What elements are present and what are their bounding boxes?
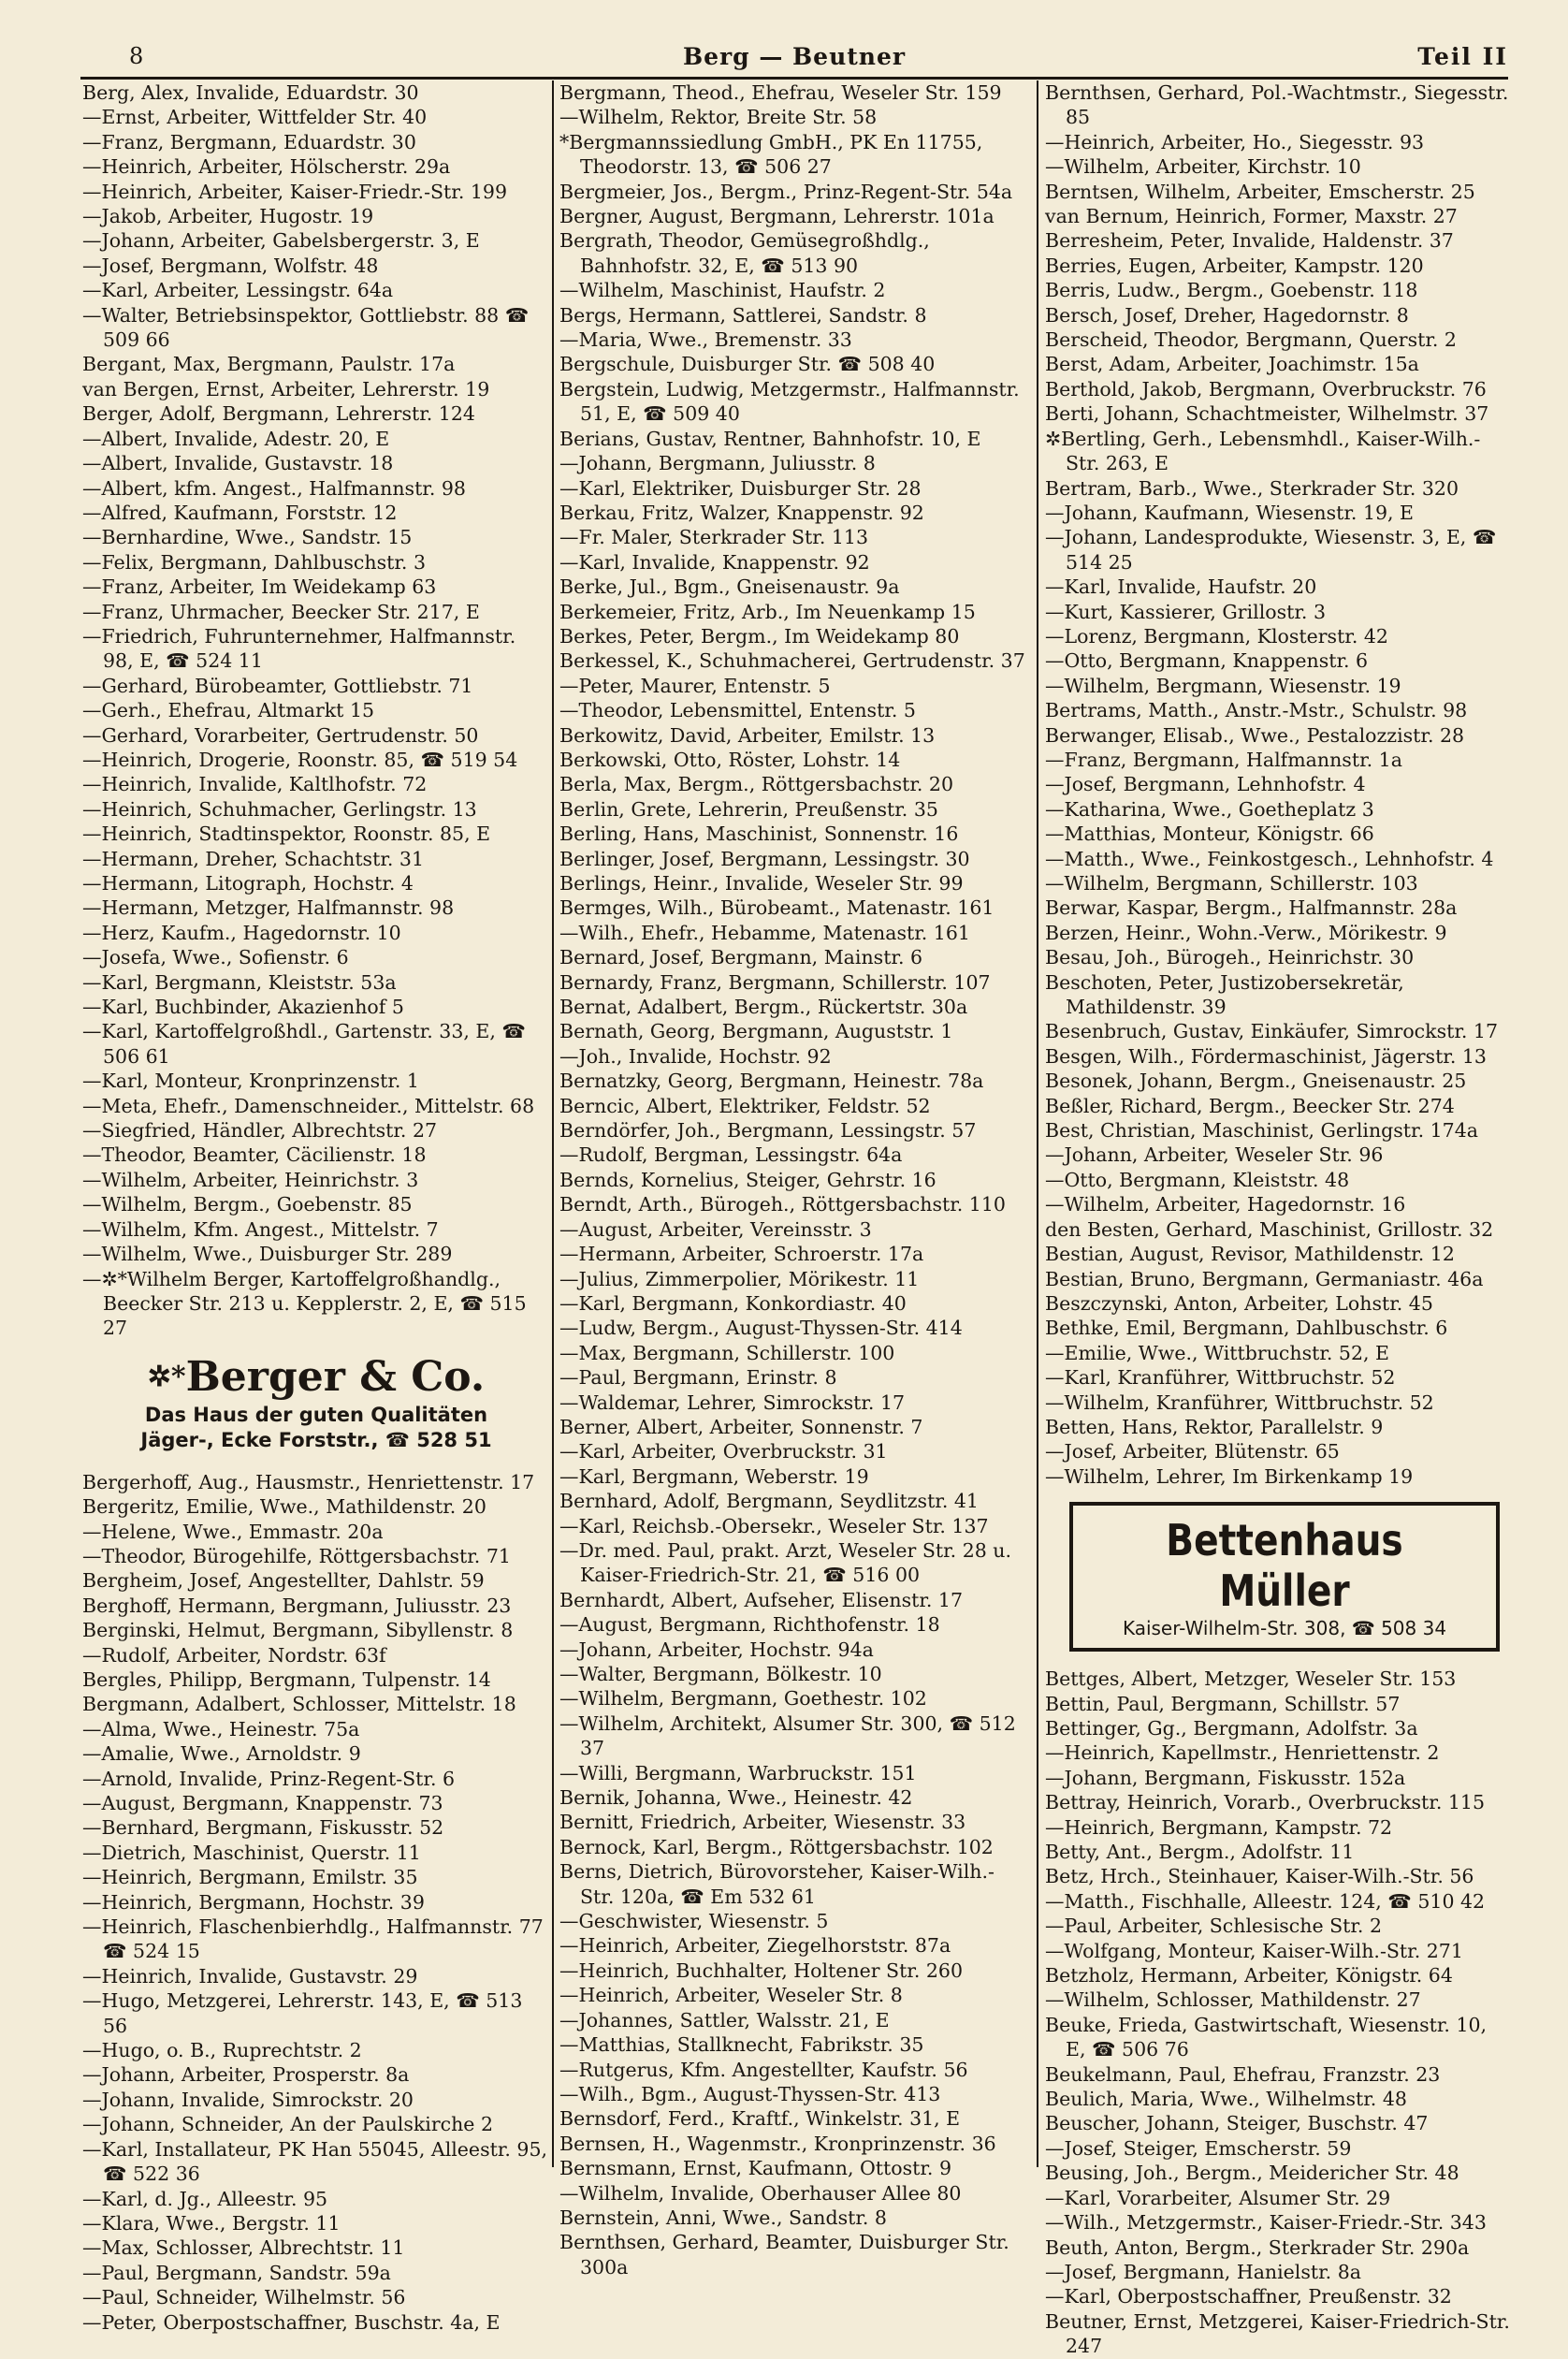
directory-entry: —Josefa, Wwe., Sofienstr. 6 <box>82 946 349 969</box>
directory-entry: Besenbruch, Gustav, Einkäufer, Simrockstr. 17 <box>1045 1020 1499 1043</box>
directory-entry: —Karl, Bergmann, Kleiststr. 53a <box>82 970 397 994</box>
directory-entry: Berndörfer, Joh., Bergmann, Lessingstr. 57 <box>559 1119 977 1143</box>
directory-entry: —Emilie, Wwe., Wittbruchstr. 52, E <box>1045 1341 1390 1364</box>
column-1 <box>82 80 550 2335</box>
directory-entry: Beschoten, Peter, Justizobersekretär, Mathildenstr. 39 <box>1045 970 1404 1019</box>
directory-entry: Bergeritz, Emilie, Wwe., Mathildenstr. 20 <box>82 1495 486 1519</box>
column-2-entries <box>559 80 1027 2279</box>
directory-entry: —Heinrich, Kapellmstr., Henriettenstr. 2 <box>1045 1741 1440 1765</box>
directory-entry: —Johann, Arbeiter, Hochstr. 94a <box>559 1638 874 1661</box>
directory-entry: —August, Bergmann, Richthofenstr. 18 <box>559 1613 940 1637</box>
directory-entry: —Kurt, Kassierer, Grillostr. 3 <box>1045 600 1326 623</box>
directory-entry: —Felix, Bergmann, Dahlbuschstr. 3 <box>82 550 426 574</box>
directory-entry: —Karl, Bergmann, Konkordiastr. 40 <box>559 1291 907 1315</box>
directory-entry: —Heinrich, Buchhalter, Holtener Str. 260 <box>559 1959 964 1982</box>
directory-entry: Bestian, August, Revisor, Mathildenstr. 12 <box>1045 1243 1455 1266</box>
directory-entry: —Maria, Wwe., Bremenstr. 33 <box>559 328 852 352</box>
directory-entry: —Alfred, Kaufmann, Forststr. 12 <box>82 501 398 524</box>
directory-entry: —Heinrich, Flaschenbierhdlg., Halfmannstr. 77 ☎ 524 15 <box>82 1915 544 1963</box>
page-header <box>80 41 1508 80</box>
directory-entry: Berke, Jul., Bgm., Gneisenaustr. 9a <box>559 575 900 599</box>
directory-entry: —August, Arbeiter, Vereinsstr. 3 <box>559 1217 872 1241</box>
directory-entry: Berlings, Heinr., Invalide, Weseler Str. 99 <box>559 872 964 895</box>
berger-ad-slogan: Das Haus der guten Qualitäten <box>144 1403 488 1426</box>
directory-entry: —Johann, Arbeiter, Gabelsbergerstr. 3, E <box>82 229 480 253</box>
directory-entry: —Paul, Arbeiter, Schlesische Str. 2 <box>1045 1915 1383 1938</box>
directory-entry: Bergles, Philipp, Bergmann, Tulpenstr. 14 <box>82 1667 491 1691</box>
directory-entry: Bettin, Paul, Bergmann, Schillstr. 57 <box>1045 1692 1401 1715</box>
directory-entry: —Otto, Bergmann, Knappenstr. 6 <box>1045 649 1369 673</box>
directory-entry: —Karl, Vorarbeiter, Alsumer Str. 29 <box>1045 2186 1391 2209</box>
directory-entry: Bestian, Bruno, Bergmann, Germaniastr. 46a <box>1045 1267 1484 1290</box>
directory-entry: Bergner, August, Bergmann, Lehrerstr. 101a <box>559 205 995 228</box>
directory-entry: Berries, Eugen, Arbeiter, Kampstr. 120 <box>1045 254 1424 277</box>
directory-entry: Bersch, Josef, Dreher, Hagedornstr. 8 <box>1045 303 1409 327</box>
directory-entry: —Karl, Arbeiter, Overbruckstr. 31 <box>559 1440 888 1463</box>
part-label: Teil II <box>1417 43 1508 70</box>
directory-entry: —Wilhelm, Arbeiter, Heinrichstr. 3 <box>82 1168 419 1191</box>
directory-entry: van Bernum, Heinrich, Former, Maxstr. 27 <box>1045 205 1458 228</box>
directory-entry: —Wilhelm, Architekt, Alsumer Str. 300, ☎ 512 37 <box>559 1711 1016 1760</box>
directory-entry: Berkessel, K., Schuhmacherei, Gertrudenstr. 37 <box>559 649 1025 673</box>
bettenhaus-advertisement <box>1069 1502 1500 1652</box>
directory-entry: —Hugo, Metzgerei, Lehrerstr. 143, E, ☎ 513 56 <box>82 1989 523 2037</box>
directory-entry: —Siegfried, Händler, Albrechtstr. 27 <box>82 1119 438 1143</box>
directory-entry: Berncic, Albert, Elektriker, Feldstr. 52 <box>559 1094 931 1117</box>
directory-entry: Bergs, Hermann, Sattlerei, Sandstr. 8 <box>559 303 927 327</box>
directory-entry: Bergschule, Duisburger Str. ☎ 508 40 <box>559 353 936 376</box>
directory-entry: —Amalie, Wwe., Arnoldstr. 9 <box>82 1742 361 1766</box>
directory-entry: —Josef, Bergmann, Lehnhofstr. 4 <box>1045 773 1366 796</box>
directory-entry: Bergant, Max, Bergmann, Paulstr. 17a <box>82 353 456 376</box>
directory-entry: —Wilhelm, Bergmann, Schillerstr. 103 <box>1045 872 1418 895</box>
berger-advertisement <box>82 1352 550 1453</box>
directory-entry: Bermges, Wilh., Bürobeamt., Matenastr. 161 <box>559 896 995 920</box>
directory-entry: —Walter, Bergmann, Bölkestr. 10 <box>559 1663 882 1685</box>
directory-entry: Bethke, Emil, Bergmann, Dahlbuschstr. 6 <box>1045 1317 1448 1340</box>
directory-entry: Betzholz, Hermann, Arbeiter, Königstr. 64 <box>1045 1964 1453 1988</box>
directory-entry: —Julius, Zimmerpolier, Mörikestr. 11 <box>559 1267 920 1290</box>
directory-entry: —Karl, Bergmann, Weberstr. 19 <box>559 1464 869 1488</box>
directory-entry: —Wilhelm, Rektor, Breite Str. 58 <box>559 106 878 129</box>
column-1-entries-continued <box>82 1470 550 2335</box>
directory-entry: —Heinrich, Drogerie, Roonstr. 85, ☎ 519 54 <box>82 748 518 771</box>
directory-entry: Bergheim, Josef, Angestellter, Dahlstr. 59 <box>82 1569 485 1593</box>
directory-entry: —Josef, Arbeiter, Blütenstr. 65 <box>1045 1440 1340 1463</box>
directory-entry: —Heinrich, Arbeiter, Weseler Str. 8 <box>559 1984 903 2007</box>
directory-entry: —Johann, Arbeiter, Prosperstr. 8a <box>82 2063 410 2087</box>
directory-entry: —Karl, Arbeiter, Lessingstr. 64a <box>82 279 394 302</box>
directory-entry: Besau, Joh., Bürogeh., Heinrichstr. 30 <box>1045 946 1415 969</box>
directory-entry: Berti, Johann, Schachtmeister, Wilhelmstr. 37 <box>1045 402 1489 426</box>
directory-entry: Bernardy, Franz, Bergmann, Schillerstr. 107 <box>559 970 991 994</box>
directory-entry: —Max, Bergmann, Schillerstr. 100 <box>559 1341 895 1364</box>
directory-entry: Berger, Adolf, Bergmann, Lehrerstr. 124 <box>82 402 475 426</box>
directory-entry: —Albert, Invalide, Gustavstr. 18 <box>82 452 394 475</box>
directory-entry: —Johann, Bergmann, Juliusstr. 8 <box>559 452 876 475</box>
directory-entry: Berresheim, Peter, Invalide, Haldenstr. 37 <box>1045 229 1454 253</box>
directory-entry: Betz, Hrch., Steinhauer, Kaiser-Wilh.-Str. 56 <box>1045 1865 1474 1888</box>
directory-entry: —Rutgerus, Kfm. Angestellter, Kaufstr. 56 <box>559 2058 968 2081</box>
directory-entry: Bernhardt, Albert, Aufseher, Elisenstr. 17 <box>559 1588 964 1611</box>
directory-entry: —Wilhelm, Wwe., Duisburger Str. 289 <box>82 1243 453 1266</box>
directory-entry: —Paul, Bergmann, Erinstr. 8 <box>559 1366 837 1390</box>
directory-entry: Berwar, Kaspar, Bergm., Halfmannstr. 28a <box>1045 896 1458 920</box>
directory-entry: —Johann, Kaufmann, Wiesenstr. 19, E <box>1045 501 1415 524</box>
name-range: Berg — Beutner <box>682 43 907 70</box>
bettenhaus-ad-address: Kaiser-Wilhelm-Str. 308, ☎ 508 34 <box>1122 1617 1447 1640</box>
directory-entry: Berkowski, Otto, Röster, Lohstr. 14 <box>559 748 901 771</box>
directory-entry: Berlin, Grete, Lehrerin, Preußenstr. 35 <box>559 797 938 821</box>
directory-entry: —August, Bergmann, Knappenstr. 73 <box>82 1792 443 1814</box>
column-divider <box>1037 80 1038 2167</box>
berger-ad-name: Berger & Co. <box>185 1352 486 1401</box>
directory-entry: —Walter, Betriebsinspektor, Gottliebstr. 88 ☎ 509 66 <box>82 303 530 352</box>
directory-entry: —Karl, d. Jg., Alleestr. 95 <box>82 2187 328 2210</box>
directory-entry: Bernat, Adalbert, Bergm., Rückertstr. 30a <box>559 996 968 1019</box>
directory-entry: —Karl, Reichsb.-Obersekr., Weseler Str. 137 <box>559 1514 989 1537</box>
directory-entry: Bernitt, Friedrich, Arbeiter, Wiesenstr. 33 <box>559 1811 966 1834</box>
directory-entry: Berg, Alex, Invalide, Eduardstr. 30 <box>82 81 419 104</box>
directory-entry: —Wilh., Ehefr., Hebamme, Matenastr. 161 <box>559 921 970 944</box>
directory-entry: Berlinger, Josef, Bergmann, Lessingstr. 30 <box>559 847 970 870</box>
directory-entry: Bernthsen, Gerhard, Beamter, Duisburger Str. 300a <box>559 2231 1009 2279</box>
directory-entry: Betten, Hans, Rektor, Parallelstr. 9 <box>1045 1415 1384 1438</box>
directory-entry: Bettray, Heinrich, Vorarb., Overbruckstr. 115 <box>1045 1791 1485 1814</box>
directory-entry: —Gerhard, Vorarbeiter, Gertrudenstr. 50 <box>82 723 479 747</box>
directory-entry: Besgen, Wilh., Fördermaschinist, Jägerstr. 13 <box>1045 1044 1487 1068</box>
directory-entry: —Johann, Bergmann, Fiskusstr. 152a <box>1045 1766 1406 1789</box>
directory-entry: Bernsdorf, Ferd., Kraftf., Winkelstr. 31, E <box>559 2107 961 2131</box>
directory-entry: —Franz, Bergmann, Eduardstr. 30 <box>82 130 416 153</box>
directory-entry: Bergmann, Theod., Ehefrau, Weseler Str. 159 <box>559 81 1002 104</box>
directory-entry: Beuth, Anton, Bergm., Sterkrader Str. 290a <box>1045 2235 1470 2259</box>
directory-entry: —✲*Wilhelm Berger, Kartoffelgroßhandlg., Beecker Str. 213 u. Kepplerstr. 2, E, ☎ 515 27 <box>82 1267 527 1340</box>
directory-entry: —Franz, Uhrmacher, Beecker Str. 217, E <box>82 600 480 623</box>
directory-entry: den Besten, Gerhard, Maschinist, Grillostr. 32 <box>1045 1217 1494 1241</box>
directory-entry: Berris, Ludw., Bergm., Goebenstr. 118 <box>1045 279 1418 302</box>
directory-entry: Besonek, Johann, Bergm., Gneisenaustr. 25 <box>1045 1070 1467 1093</box>
directory-entry: Bernik, Johanna, Wwe., Heinestr. 42 <box>559 1786 913 1810</box>
directory-entry: —Karl, Kranführer, Wittbruchstr. 52 <box>1045 1366 1396 1390</box>
directory-entry: —Fr. Maler, Sterkrader Str. 113 <box>559 526 869 549</box>
directory-entry: Berginski, Helmut, Bergmann, Sibyllenstr. 8 <box>82 1619 514 1642</box>
directory-entry: —Karl, Elektriker, Duisburger Str. 28 <box>559 476 922 500</box>
directory-entry: —Matthias, Stallknecht, Fabrikstr. 35 <box>559 2033 924 2057</box>
column-1-entries <box>82 80 550 1341</box>
berger-ad-title <box>82 1352 550 1403</box>
directory-entry: —Geschwister, Wiesenstr. 5 <box>559 1910 829 1933</box>
directory-entry: Berkau, Fritz, Walzer, Knappenstr. 92 <box>559 501 924 524</box>
directory-entry: —Theodor, Beamter, Cäcilienstr. 18 <box>82 1143 427 1167</box>
directory-entry: —Karl, Monteur, Kronprinzenstr. 1 <box>82 1070 419 1093</box>
directory-entry: Berzen, Heinr., Wohn.-Verw., Mörikestr. 9 <box>1045 921 1447 944</box>
directory-entry: van Bergen, Ernst, Arbeiter, Lehrerstr. 19 <box>82 377 490 400</box>
directory-entry: —Josef, Steiger, Emscherstr. 59 <box>1045 2136 1352 2160</box>
directory-entry: —Matth., Wwe., Feinkostgesch., Lehnhofstr. 4 <box>1045 847 1494 870</box>
directory-entry: Bernock, Karl, Bergm., Röttgersbachstr. 102 <box>559 1835 994 1858</box>
directory-entry: Berst, Adam, Arbeiter, Joachimstr. 15a <box>1045 353 1419 376</box>
column-2 <box>559 80 1027 2279</box>
directory-entry: Bettinger, Gg., Bergmann, Adolfstr. 3a <box>1045 1716 1418 1740</box>
directory-entry: —Heinrich, Invalide, Kaltlhofstr. 72 <box>82 773 428 796</box>
directory-entry: —Paul, Bergmann, Sandstr. 59a <box>82 2261 391 2284</box>
directory-entry: —Heinrich, Stadtinspektor, Roonstr. 85, E <box>82 823 491 846</box>
directory-entry: —Franz, Arbeiter, Im Weidekamp 63 <box>82 575 437 599</box>
directory-entry: —Alma, Wwe., Heinestr. 75a <box>82 1717 360 1740</box>
directory-entry: —Johann, Invalide, Simrockstr. 20 <box>82 2088 414 2111</box>
directory-entry: —Heinrich, Schuhmacher, Gerlingstr. 13 <box>82 797 477 821</box>
directory-entry: Beszczynski, Anton, Arbeiter, Lohstr. 45 <box>1045 1291 1433 1315</box>
directory-entry: Berthold, Jakob, Bergmann, Overbruckstr. 76 <box>1045 377 1487 400</box>
directory-entry: —Hermann, Arbeiter, Schroerstr. 17a <box>559 1243 924 1266</box>
directory-entry: Bergstein, Ludwig, Metzgermstr., Halfmannstr. 51, E, ☎ 509 40 <box>559 377 1020 426</box>
directory-entry: Best, Christian, Maschinist, Gerlingstr. 174a <box>1045 1119 1478 1143</box>
directory-entry: —Heinrich, Bergmann, Kampstr. 72 <box>1045 1815 1393 1839</box>
directory-entry: Beulich, Maria, Wwe., Wilhelmstr. 48 <box>1045 2088 1407 2111</box>
column-3 <box>1045 80 1513 2359</box>
directory-entry: —Wilhelm, Bergmann, Goethestr. 102 <box>559 1687 927 1711</box>
directory-entry: —Heinrich, Bergmann, Emilstr. 35 <box>82 1866 418 1889</box>
directory-entry: —Johann, Landesprodukte, Wiesenstr. 3, E, ☎ 514 25 <box>1045 526 1497 574</box>
directory-entry: —Karl, Invalide, Haufstr. 20 <box>1045 575 1317 599</box>
directory-entry: —Heinrich, Arbeiter, Ho., Siegesstr. 93 <box>1045 130 1425 153</box>
column-3-entries <box>1045 80 1513 1489</box>
page-number: 8 <box>129 43 144 69</box>
directory-entry: —Lorenz, Bergmann, Klosterstr. 42 <box>1045 624 1388 648</box>
directory-entry: —Friedrich, Fuhrunternehmer, Halfmannstr. 98, E, ☎ 524 11 <box>82 624 516 673</box>
directory-entry: —Karl, Installateur, PK Han 55045, Alleestr. 95, ☎ 522 36 <box>82 2137 548 2186</box>
directory-entry: Bernhard, Adolf, Bergmann, Seydlitzstr. 41 <box>559 1490 979 1513</box>
directory-entry: —Heinrich, Arbeiter, Hölscherstr. 29a <box>82 155 451 179</box>
directory-entry: Beuscher, Johann, Steiger, Buschstr. 47 <box>1045 2112 1429 2135</box>
directory-entry: —Heinrich, Arbeiter, Ziegelhorststr. 87a <box>559 1934 951 1958</box>
directory-entry: —Wilh., Metzgermstr., Kaiser-Friedr.-Str. 343 <box>1045 2211 1487 2235</box>
directory-entry: Bernstein, Anni, Wwe., Sandstr. 8 <box>559 2206 887 2229</box>
directory-entry: Berghoff, Hermann, Bergmann, Juliusstr. 23 <box>82 1594 512 1617</box>
directory-entry: Bertram, Barb., Wwe., Sterkrader Str. 320 <box>1045 476 1459 500</box>
directory-entry: —Josef, Bergmann, Wolfstr. 48 <box>82 254 379 277</box>
directory-entry: —Ernst, Arbeiter, Wittfelder Str. 40 <box>82 106 428 129</box>
directory-entry: —Jakob, Arbeiter, Hugostr. 19 <box>82 205 374 228</box>
directory-entry: —Wilh., Bgm., August-Thyssen-Str. 413 <box>559 2082 941 2105</box>
directory-entry: —Wilhelm, Lehrer, Im Birkenkamp 19 <box>1045 1464 1414 1488</box>
directory-entry: —Franz, Bergmann, Halfmannstr. 1a <box>1045 748 1402 771</box>
directory-entry: —Karl, Buchbinder, Akazienhof 5 <box>82 996 404 1019</box>
directory-entry: —Bernhardine, Wwe., Sandstr. 15 <box>82 526 413 549</box>
directory-entry: Beutner, Ernst, Metzgerei, Kaiser-Friedrich-Str. 247 <box>1045 2309 1510 2358</box>
directory-entry: —Hermann, Metzger, Halfmannstr. 98 <box>82 896 455 920</box>
bettenhaus-ad-name: Bettenhaus Müller <box>1166 1515 1403 1617</box>
directory-entry: —Dietrich, Maschinist, Querstr. 11 <box>82 1841 421 1864</box>
directory-entry: —Max, Schlosser, Albrechtstr. 11 <box>82 2236 405 2260</box>
directory-entry: Bettges, Albert, Metzger, Weseler Str. 153 <box>1045 1667 1457 1691</box>
directory-entry: —Peter, Maurer, Entenstr. 5 <box>559 674 831 697</box>
directory-entry: Bernard, Josef, Bergmann, Mainstr. 6 <box>559 946 923 969</box>
directory-entry: —Karl, Oberpostschaffner, Preußenstr. 32 <box>1045 2285 1452 2308</box>
directory-entry: Bergmann, Adalbert, Schlosser, Mittelstr. 18 <box>82 1693 516 1716</box>
directory-entry: ✲Bertling, Gerh., Lebensmhdl., Kaiser-Wilh.-Str. 263, E <box>1045 427 1481 475</box>
directory-entry: —Johannes, Sattler, Walsstr. 21, E <box>559 2008 890 2031</box>
directory-entry: —Wilhelm, Arbeiter, Kirchstr. 10 <box>1045 155 1361 179</box>
directory-entry: Beßler, Richard, Bergm., Beecker Str. 274 <box>1045 1094 1455 1117</box>
directory-entry: —Wilhelm, Maschinist, Haufstr. 2 <box>559 279 886 302</box>
directory-entry: Berkowitz, David, Arbeiter, Emilstr. 13 <box>559 723 936 747</box>
directory-entry: Berkes, Peter, Bergm., Im Weidekamp 80 <box>559 624 960 648</box>
directory-entry: —Hermann, Dreher, Schachtstr. 31 <box>82 847 424 870</box>
directory-entry: *Bergmannssiedlung GmbH., PK En 11755, Theodorstr. 13, ☎ 506 27 <box>559 130 983 179</box>
directory-entry: —Karl, Invalide, Knappenstr. 92 <box>559 550 870 574</box>
directory-entry: —Herz, Kaufm., Hagedornstr. 10 <box>82 921 401 944</box>
directory-entry: —Matthias, Monteur, Königstr. 66 <box>1045 823 1374 846</box>
directory-entry: —Theodor, Lebensmittel, Entenstr. 5 <box>559 699 916 722</box>
directory-entry: —Josef, Bergmann, Hanielstr. 8a <box>1045 2260 1361 2283</box>
directory-entry: —Albert, Invalide, Adestr. 20, E <box>82 427 390 450</box>
directory-entry: —Joh., Invalide, Hochstr. 92 <box>559 1044 832 1068</box>
directory-entry: —Wilhelm, Arbeiter, Hagedornstr. 16 <box>1045 1193 1406 1216</box>
directory-entry: Berkemeier, Fritz, Arb., Im Neuenkamp 15 <box>559 600 976 623</box>
directory-entry: —Albert, kfm. Angest., Halfmannstr. 98 <box>82 476 466 500</box>
directory-entry: —Rudolf, Arbeiter, Nordstr. 63f <box>82 1643 386 1667</box>
directory-entry: Berians, Gustav, Rentner, Bahnhofstr. 10, E <box>559 427 981 450</box>
directory-entry: —Heinrich, Bergmann, Hochstr. 39 <box>82 1890 425 1914</box>
directory-entry: —Karl, Kartoffelgroßhdl., Gartenstr. 33, E, ☎ 506 61 <box>82 1020 526 1068</box>
directory-entry: Betty, Ant., Bergm., Adolfstr. 11 <box>1045 1841 1355 1863</box>
directory-entry: Beuke, Frieda, Gastwirtschaft, Wiesenstr. 10, E, ☎ 506 76 <box>1045 2013 1488 2061</box>
directory-entry: —Wilhelm, Kfm. Angest., Mittelstr. 7 <box>82 1217 439 1241</box>
directory-entry: —Wolfgang, Monteur, Kaiser-Wilh.-Str. 271 <box>1045 1939 1463 1962</box>
directory-entry: Bernthsen, Gerhard, Pol.-Wachtmstr., Siegesstr. 85 <box>1045 81 1509 129</box>
directory-entry: —Hermann, Litograph, Hochstr. 4 <box>82 872 414 895</box>
directory-entry: Berling, Hans, Maschinist, Sonnenstr. 16 <box>559 823 959 846</box>
directory-entry: Beukelmann, Paul, Ehefrau, Franzstr. 23 <box>1045 2062 1441 2086</box>
directory-entry: —Wilhelm, Bergm., Goebenstr. 85 <box>82 1193 413 1216</box>
directory-entry: —Paul, Schneider, Wilhelmstr. 56 <box>82 2286 406 2309</box>
directory-entry: —Katharina, Wwe., Goetheplatz 3 <box>1045 797 1374 821</box>
directory-entry: Bertrams, Matth., Anstr.-Mstr., Schulstr. 98 <box>1045 699 1468 722</box>
directory-entry: —Gerhard, Bürobeamter, Gottliebstr. 71 <box>82 674 473 697</box>
directory-entry: —Johann, Schneider, An der Paulskirche 2 <box>82 2113 493 2136</box>
directory-entry: —Rudolf, Bergman, Lessingstr. 64a <box>559 1143 903 1167</box>
column-divider <box>552 80 554 2167</box>
directory-entry: —Helene, Wwe., Emmastr. 20a <box>82 1520 384 1543</box>
directory-entry: Berner, Albert, Arbeiter, Sonnenstr. 7 <box>559 1415 923 1438</box>
directory-entry: Bernds, Kornelius, Steiger, Gehrstr. 16 <box>559 1168 936 1191</box>
directory-entry: —Heinrich, Invalide, Gustavstr. 29 <box>82 1964 418 1988</box>
berger-ad-mark: ✲* <box>147 1360 186 1393</box>
directory-entry: Berns, Dietrich, Bürovorsteher, Kaiser-Wilh.-Str. 120a, ☎ Em 532 61 <box>559 1860 995 1908</box>
directory-entry: —Johann, Arbeiter, Weseler Str. 96 <box>1045 1143 1384 1167</box>
directory-entry: —Meta, Ehefr., Damenschneider., Mittelstr. 68 <box>82 1094 535 1117</box>
directory-entry: Bernsen, H., Wagenmstr., Kronprinzenstr. 36 <box>559 2132 996 2155</box>
directory-entry: Beusing, Joh., Bergm., Meidericher Str. 48 <box>1045 2162 1459 2185</box>
directory-entry: Bernath, Georg, Bergmann, Auguststr. 1 <box>559 1020 953 1043</box>
directory-entry: —Bernhard, Bergmann, Fiskusstr. 52 <box>82 1816 444 1840</box>
directory-entry: —Klara, Wwe., Bergstr. 11 <box>82 2211 341 2235</box>
directory-entry: —Ludw, Bergm., August-Thyssen-Str. 414 <box>559 1317 963 1340</box>
directory-entry: Bergrath, Theodor, Gemüsegroßhdlg., Bahnhofstr. 32, E, ☎ 513 90 <box>559 229 930 277</box>
directory-entry: —Otto, Bergmann, Kleiststr. 48 <box>1045 1168 1350 1191</box>
directory-entry: Berwanger, Elisab., Wwe., Pestalozzistr. 28 <box>1045 723 1465 747</box>
directory-entry: Bernsmann, Ernst, Kaufmann, Ottostr. 9 <box>559 2157 952 2180</box>
directory-entry: —Willi, Bergmann, Warbruckstr. 151 <box>559 1761 917 1784</box>
directory-entry: —Gerh., Ehefrau, Altmarkt 15 <box>82 699 375 722</box>
directory-entry: —Hugo, o. B., Ruprechtstr. 2 <box>82 2039 362 2062</box>
directory-entry: —Peter, Oberpostschaffner, Buschstr. 4a, E <box>82 2310 501 2334</box>
directory-entry: —Wilhelm, Schlosser, Mathildenstr. 27 <box>1045 1988 1421 2012</box>
directory-entry: —Wilhelm, Bergmann, Wiesenstr. 19 <box>1045 674 1401 697</box>
directory-entry: Bergmeier, Jos., Bergm., Prinz-Regent-Str. 54a <box>559 180 1013 203</box>
directory-entry: Bergerhoff, Aug., Hausmstr., Henriettenstr. 17 <box>82 1470 535 1493</box>
directory-entry: —Theodor, Bürogehilfe, Röttgersbachstr. 71 <box>82 1544 511 1567</box>
directory-entry: Berscheid, Theodor, Bergmann, Querstr. 2 <box>1045 328 1457 352</box>
directory-entry: —Wilhelm, Invalide, Oberhauser Allee 80 <box>559 2181 962 2205</box>
directory-entry: —Dr. med. Paul, prakt. Arzt, Weseler Str. 28 u. Kaiser-Friedrich-Str. 21, ☎ 516 00 <box>559 1538 1012 1587</box>
berger-ad-address: Jäger-, Ecke Forststr., ☎ 528 51 <box>140 1428 492 1451</box>
directory-entry: —Waldemar, Lehrer, Simrockstr. 17 <box>559 1391 906 1414</box>
directory-entry: —Arnold, Invalide, Prinz-Regent-Str. 6 <box>82 1767 456 1790</box>
directory-entry: Berndt, Arth., Bürogeh., Röttgersbachstr. 110 <box>559 1193 1006 1216</box>
directory-entry: Bernatzky, Georg, Bergmann, Heinestr. 78a <box>559 1070 984 1093</box>
directory-entry: —Wilhelm, Kranführer, Wittbruchstr. 52 <box>1045 1391 1434 1414</box>
directory-entry: —Matth., Fischhalle, Alleestr. 124, ☎ 510 42 <box>1045 1889 1486 1913</box>
directory-entry: Berntsen, Wilhelm, Arbeiter, Emscherstr. 25 <box>1045 180 1475 203</box>
directory-entry: —Heinrich, Arbeiter, Kaiser-Friedr.-Str. 199 <box>82 180 507 203</box>
directory-entry: Berla, Max, Bergm., Röttgersbachstr. 20 <box>559 773 954 796</box>
column-3-entries-continued <box>1045 1667 1513 2358</box>
